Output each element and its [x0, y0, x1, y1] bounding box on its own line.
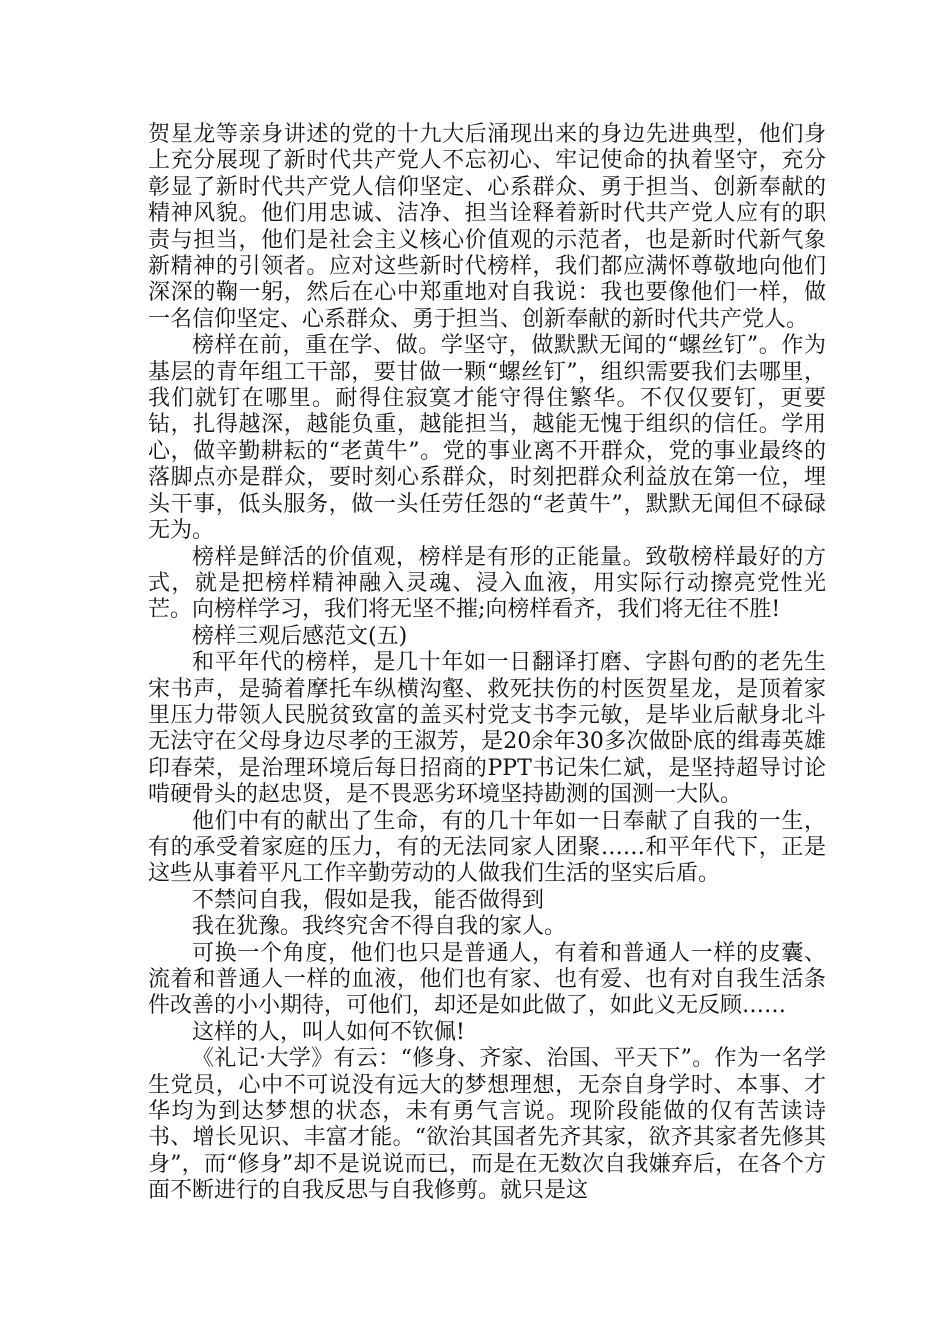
- paragraph-peacetime-exemplars: 和平年代的榜样，是几十年如一日翻译打磨、字斟句酌的老先生宋书声，是骑着摩托车纵横沟壑、救死扶伤的村医贺星龙，是顶着家里压力带领人民脱贫致富的盖买村党支书李元敏，是毕业后献身北斗无法守在父母身边尽孝的王淑芳，是20余年30多次做卧底的缉毒英雄印春荣，是治理环境后每日招商的PPT书记朱仁斌，是坚持超导讨论啃硬骨头的赵忠贤，是不畏恶劣环境坚持勘测的国测一大队。: [148, 650, 826, 808]
- paragraph-self-question: 不禁问自我，假如是我，能否做得到: [192, 887, 545, 913]
- document-body: [148, 122, 826, 1205]
- paragraph-admiration: 这样的人，叫人如何不钦佩!: [192, 1019, 465, 1045]
- paragraph-exemplar-values: 榜样是鲜活的价值观，榜样是有形的正能量。致敬榜样最好的方式，就是把榜样精神融入灵魂、浸入血液，用实际行动擦亮党性光芒。向榜样学习，我们将无坚不摧;向榜样看齐，我们将无往不胜!: [148, 544, 826, 623]
- paragraph-self-cultivation: 《礼记·大学》有云：“修身、齐家、治国、平天下”。作为一名学生党员，心中不可说没有远大的梦想理想，无奈自身学时、本事、才华均为到达梦想的状态，未有勇气言说。现阶段能做的仅有苦读诗书、增长见识、丰富才能。“欲治其国者先齐其家，欲齐其家者先修其身”，而“修身”却不是说说而已，而是在无数次自我嫌弃后，在各个方面不断进行的自我反思与自我修剪。就只是这: [148, 1046, 826, 1204]
- paragraph-sacrifice: 他们中有的献出了生命，有的几十年如一日奉献了自我的一生，有的承受着家庭的压力，有的无法同家人团聚……和平年代下，正是这些从事着平凡工作辛勤劳动的人做我们生活的坚实后盾。: [148, 808, 826, 887]
- paragraph-learn-from-exemplars: 榜样在前，重在学、做。学坚守，做默默无闻的“螺丝钉”。作为基层的青年组工干部，要甘做一颗“螺丝钉”，组织需要我们去哪里，我们就钉在哪里。耐得住寂寞才能守得住繁华。不仅仅要钉，更要钻，扎得越深，越能负重，越能担当，越能无愧于组织的信任。学用心，做辛勤耕耘的“老黄牛”。党的事业离不开群众，党的事业最终的落脚点亦是群众，要时刻心系群众，时刻把群众利益放在第一位，埋头干事，低头服务，做一头任劳任怨的“老黄牛”，默默无闻但不碌碌无为。: [148, 333, 826, 544]
- paragraph-exemplars-praise: 贺星龙等亲身讲述的党的十九大后涌现出来的身边先进典型，他们身上充分展现了新时代共产党人不忘初心、牢记使命的执着坚守，充分彰显了新时代共产党人信仰坚定、心系群众、勇于担当、创新奉献的精神风貌。他们用忠诚、洁净、担当诠释着新时代共产党人应有的职责与担当，他们是社会主义核心价值观的示范者，也是新时代新气象新精神的引领者。应对这些新时代榜样，我们都应满怀尊敬地向他们深深的鞠一躬，然后在心中郑重地对自我说：我也要像他们一样，做一名信仰坚定、心系群众、勇于担当、创新奉献的新时代共产党人。: [148, 122, 826, 332]
- section-heading: 榜样三观后感范文(五): [192, 623, 408, 649]
- paragraph-hesitation: 我在犹豫。我终究舍不得自我的家人。: [192, 914, 567, 940]
- paragraph-ordinary-people: 可换一个角度，他们也只是普通人，有着和普通人一样的皮囊、流着和普通人一样的血液，他们也有家、也有爱、也有对自我生活条件改善的小小期待，可他们，却还是如此做了，如此义无反顾……: [148, 940, 826, 1019]
